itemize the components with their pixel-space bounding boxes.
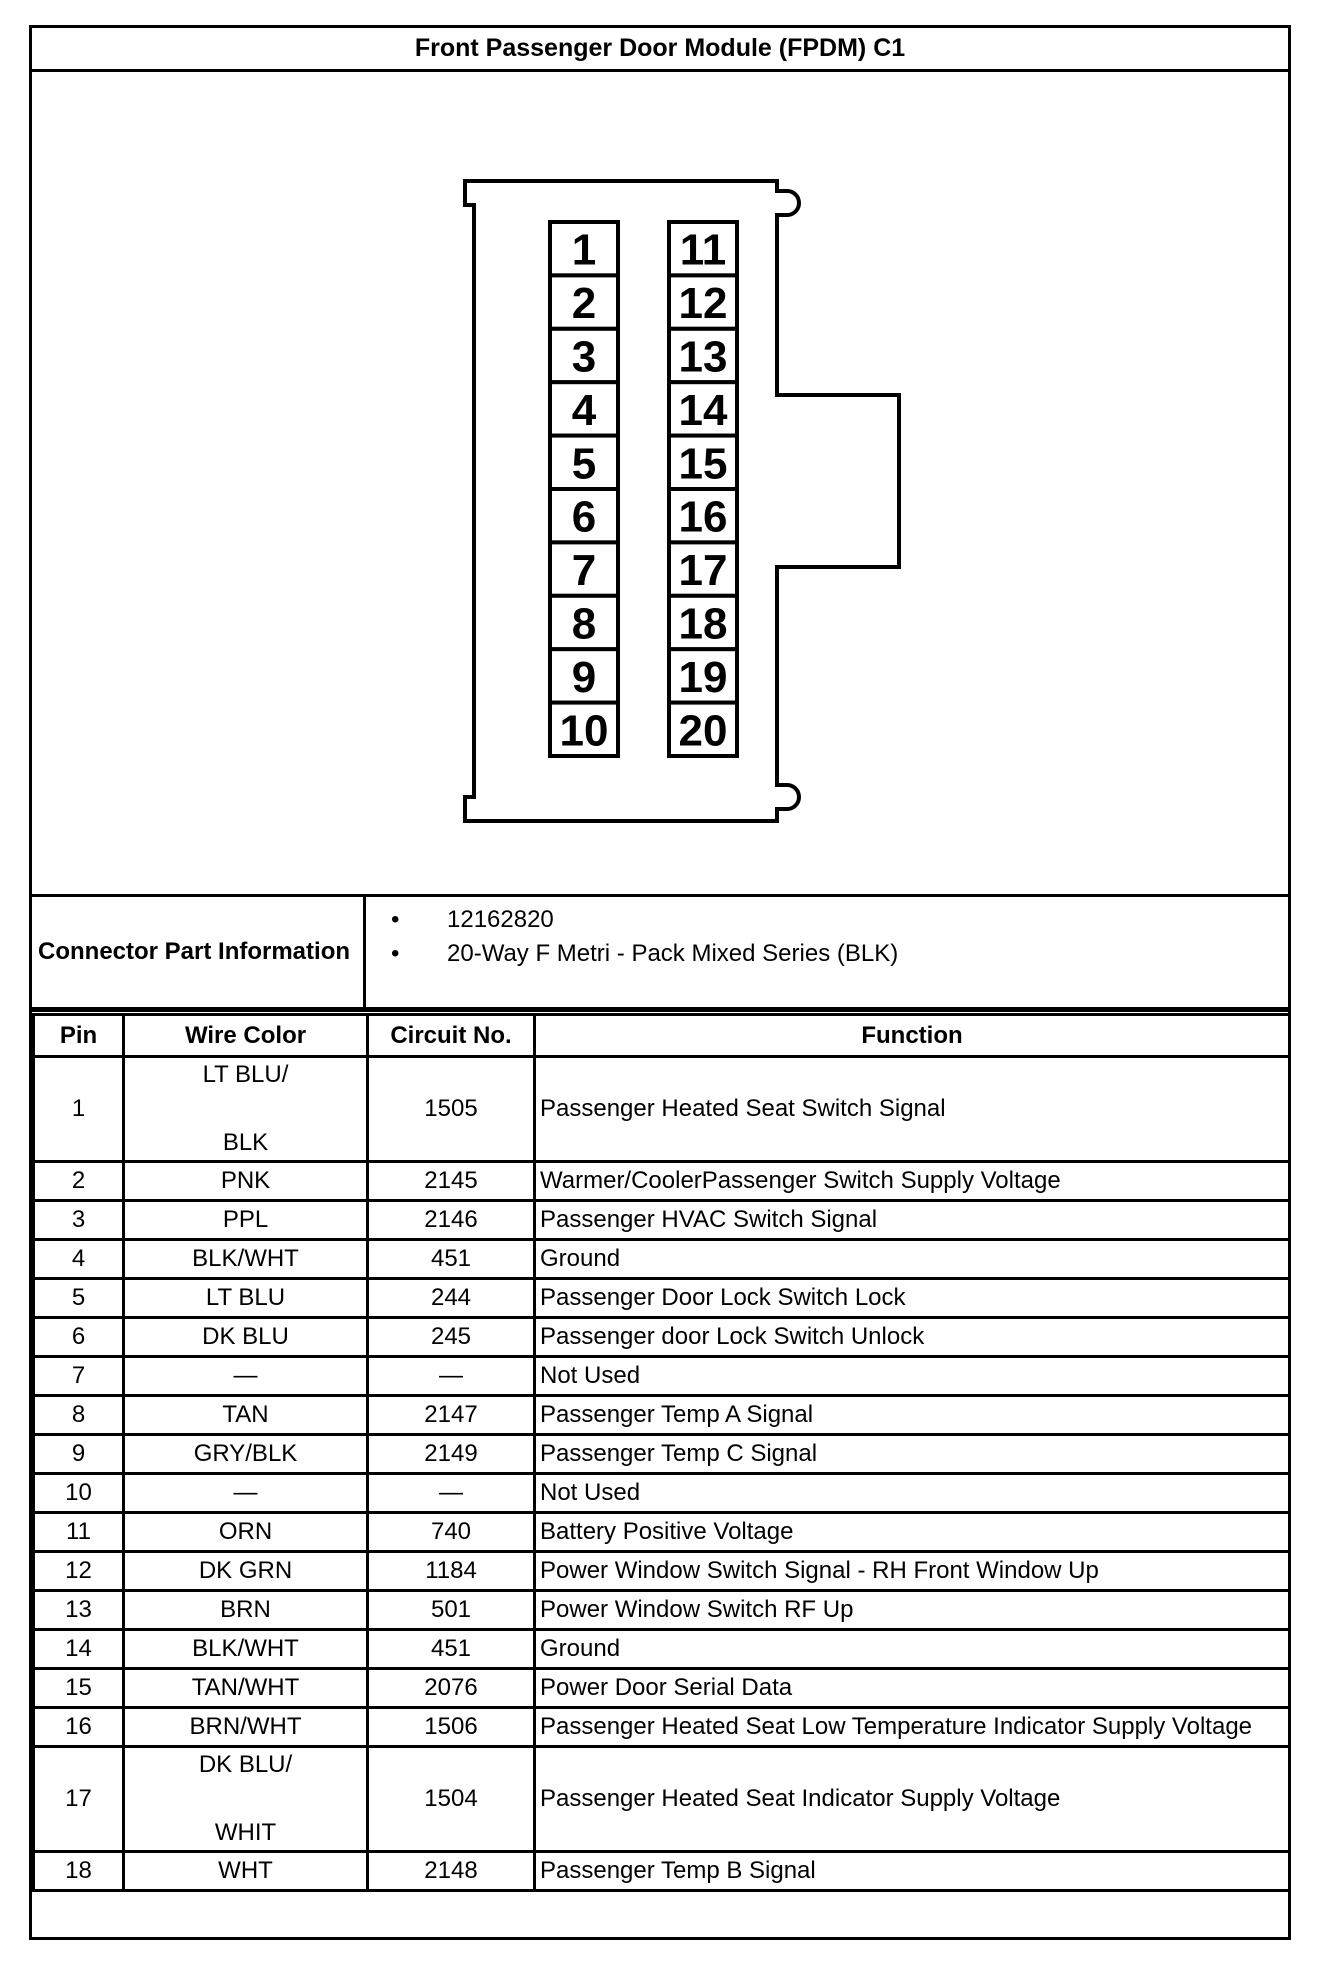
circuit-cell: 2148 — [368, 1852, 535, 1891]
wire-color-cell: — — [124, 1357, 368, 1396]
pin-label: 10 — [559, 706, 609, 756]
header-function: Function — [535, 1015, 1290, 1057]
table-row — [34, 1396, 1290, 1435]
function-cell: Not Used — [535, 1474, 1290, 1513]
wire-color-cell: DK GRN — [124, 1552, 368, 1591]
circuit-cell: 1504 — [368, 1747, 535, 1852]
pin-label: 9 — [571, 652, 597, 702]
bullet-icon: • — [391, 906, 400, 933]
pin-label: 15 — [678, 439, 728, 489]
pin-label: 1 — [571, 225, 597, 275]
pin-cell: 6 — [34, 1318, 124, 1357]
pin-label: 14 — [678, 385, 728, 435]
connector-diagram — [32, 72, 1288, 897]
pin-cell: 12 — [34, 1552, 124, 1591]
circuit-cell: 2146 — [368, 1201, 535, 1240]
pin-cell: 8 — [34, 1396, 124, 1435]
pin-cell: 4 — [34, 1240, 124, 1279]
circuit-cell: 1184 — [368, 1552, 535, 1591]
pin-column-right — [669, 222, 737, 756]
pin-label: 19 — [678, 652, 728, 702]
wire-color-gap — [125, 1782, 366, 1816]
part-number: 12162820 — [447, 906, 554, 933]
table-row — [34, 1852, 1290, 1891]
function-cell: Passenger Heated Seat Indicator Supply Voltage — [535, 1747, 1290, 1852]
function-cell: Not Used — [535, 1357, 1290, 1396]
circuit-cell: 1505 — [368, 1057, 535, 1162]
table-row — [34, 1513, 1290, 1552]
table-row — [34, 1279, 1290, 1318]
wire-color-cell: GRY/BLK — [124, 1435, 368, 1474]
function-cell: Passenger Temp C Signal — [535, 1435, 1290, 1474]
circuit-cell: — — [368, 1357, 535, 1396]
function-cell: Passenger Heated Seat Switch Signal — [535, 1057, 1290, 1162]
connector-type-item — [377, 937, 898, 971]
wire-color-cell: BLK/WHT — [124, 1240, 368, 1279]
pin-cell: 1 — [34, 1057, 124, 1162]
pin-column-left — [550, 222, 618, 756]
connector-part-info — [32, 897, 1288, 1012]
pin-label: 17 — [678, 546, 728, 596]
part-number-item — [377, 903, 898, 937]
function-cell: Passenger Door Lock Switch Lock — [535, 1279, 1290, 1318]
function-cell: Ground — [535, 1240, 1290, 1279]
function-cell: Ground — [535, 1630, 1290, 1669]
table-row — [34, 1318, 1290, 1357]
connector-drawing — [32, 72, 1288, 897]
wire-color-line1: DK BLU/ — [198, 1751, 293, 1778]
pin-label: 16 — [678, 492, 728, 542]
pin-label: 8 — [571, 599, 597, 649]
pin-cell: 9 — [34, 1435, 124, 1474]
table-row — [34, 1708, 1290, 1747]
pin-label: 7 — [571, 546, 597, 596]
pin-cell: 17 — [34, 1747, 124, 1852]
pin-cell: 5 — [34, 1279, 124, 1318]
circuit-cell: 2147 — [368, 1396, 535, 1435]
connector-part-info-list — [377, 903, 898, 971]
function-cell: Passenger Temp B Signal — [535, 1852, 1290, 1891]
table-row — [34, 1162, 1290, 1201]
pinout-table-body — [34, 1057, 1290, 1891]
pin-label: 5 — [571, 439, 597, 489]
function-cell: Passenger Heated Seat Low Temperature Indicator Supply Voltage — [535, 1708, 1290, 1747]
circuit-cell: 245 — [368, 1318, 535, 1357]
pin-label: 18 — [678, 599, 728, 649]
connector-type: 20-Way F Metri - Pack Mixed Series (BLK) — [447, 940, 899, 967]
wire-color-cell — [124, 1057, 368, 1162]
wire-color-cell: BRN/WHT — [124, 1708, 368, 1747]
bullet-icon: • — [391, 940, 400, 967]
pin-label: 11 — [679, 225, 727, 275]
function-cell: Battery Positive Voltage — [535, 1513, 1290, 1552]
wire-color-cell: PNK — [124, 1162, 368, 1201]
circuit-cell: 1506 — [368, 1708, 535, 1747]
wire-color-cell: LT BLU — [124, 1279, 368, 1318]
pin-cell: 16 — [34, 1708, 124, 1747]
pin-label: 6 — [571, 492, 597, 542]
circuit-cell: 244 — [368, 1279, 535, 1318]
pin-label: 12 — [678, 279, 728, 329]
pin-cell: 15 — [34, 1669, 124, 1708]
table-row — [34, 1201, 1290, 1240]
wire-color-cell: BLK/WHT — [124, 1630, 368, 1669]
table-row — [34, 1240, 1290, 1279]
wire-color-cell — [124, 1747, 368, 1852]
table-row — [34, 1669, 1290, 1708]
pin-cell: 7 — [34, 1357, 124, 1396]
pin-cell: 2 — [34, 1162, 124, 1201]
wire-color-cell: WHT — [124, 1852, 368, 1891]
wire-color-line1: LT BLU/ — [202, 1061, 289, 1088]
circuit-cell: 2076 — [368, 1669, 535, 1708]
function-cell: Power Window Switch Signal - RH Front Window Up — [535, 1552, 1290, 1591]
function-cell: Warmer/CoolerPassenger Switch Supply Voltage — [535, 1162, 1290, 1201]
wire-color-cell: PPL — [124, 1201, 368, 1240]
wire-color-gap — [125, 1092, 366, 1126]
table-header-row — [34, 1015, 1290, 1057]
table-row — [34, 1474, 1290, 1513]
pinout-table — [32, 1013, 1291, 1892]
connector-part-info-label: Connector Part Information — [32, 897, 366, 1007]
function-cell: Passenger Temp A Signal — [535, 1396, 1290, 1435]
wire-color-cell: DK BLU — [124, 1318, 368, 1357]
table-row — [34, 1057, 1290, 1162]
circuit-cell: — — [368, 1474, 535, 1513]
function-cell: Passenger HVAC Switch Signal — [535, 1201, 1290, 1240]
circuit-cell: 501 — [368, 1591, 535, 1630]
table-row — [34, 1552, 1290, 1591]
wire-color-line2: WHIT — [214, 1819, 277, 1846]
pin-label: 13 — [678, 332, 728, 382]
header-wire-color: Wire Color — [124, 1015, 368, 1057]
wire-color-cell: ORN — [124, 1513, 368, 1552]
wire-color-cell: TAN — [124, 1396, 368, 1435]
pin-cell: 10 — [34, 1474, 124, 1513]
function-cell: Power Door Serial Data — [535, 1669, 1290, 1708]
pin-cell: 11 — [34, 1513, 124, 1552]
wire-color-cell: TAN/WHT — [124, 1669, 368, 1708]
header-pin: Pin — [34, 1015, 124, 1057]
document-frame — [29, 25, 1291, 1940]
function-cell: Passenger door Lock Switch Unlock — [535, 1318, 1290, 1357]
pin-cell: 18 — [34, 1852, 124, 1891]
page-title: Front Passenger Door Module (FPDM) C1 — [32, 28, 1288, 72]
circuit-cell: 451 — [368, 1630, 535, 1669]
wire-color-cell: BRN — [124, 1591, 368, 1630]
function-cell: Power Window Switch RF Up — [535, 1591, 1290, 1630]
pin-label: 2 — [571, 279, 597, 329]
pin-label: 4 — [571, 385, 597, 435]
header-circuit: Circuit No. — [368, 1015, 535, 1057]
wire-color-line2: BLK — [222, 1129, 269, 1156]
pin-label: 3 — [571, 332, 597, 382]
table-row — [34, 1747, 1290, 1852]
pin-label: 20 — [678, 706, 728, 756]
table-row — [34, 1591, 1290, 1630]
table-row — [34, 1357, 1290, 1396]
pin-cell: 13 — [34, 1591, 124, 1630]
pin-cell: 3 — [34, 1201, 124, 1240]
pin-cell: 14 — [34, 1630, 124, 1669]
table-row — [34, 1435, 1290, 1474]
circuit-cell: 740 — [368, 1513, 535, 1552]
wire-color-cell: — — [124, 1474, 368, 1513]
circuit-cell: 2149 — [368, 1435, 535, 1474]
table-row — [34, 1630, 1290, 1669]
circuit-cell: 2145 — [368, 1162, 535, 1201]
circuit-cell: 451 — [368, 1240, 535, 1279]
